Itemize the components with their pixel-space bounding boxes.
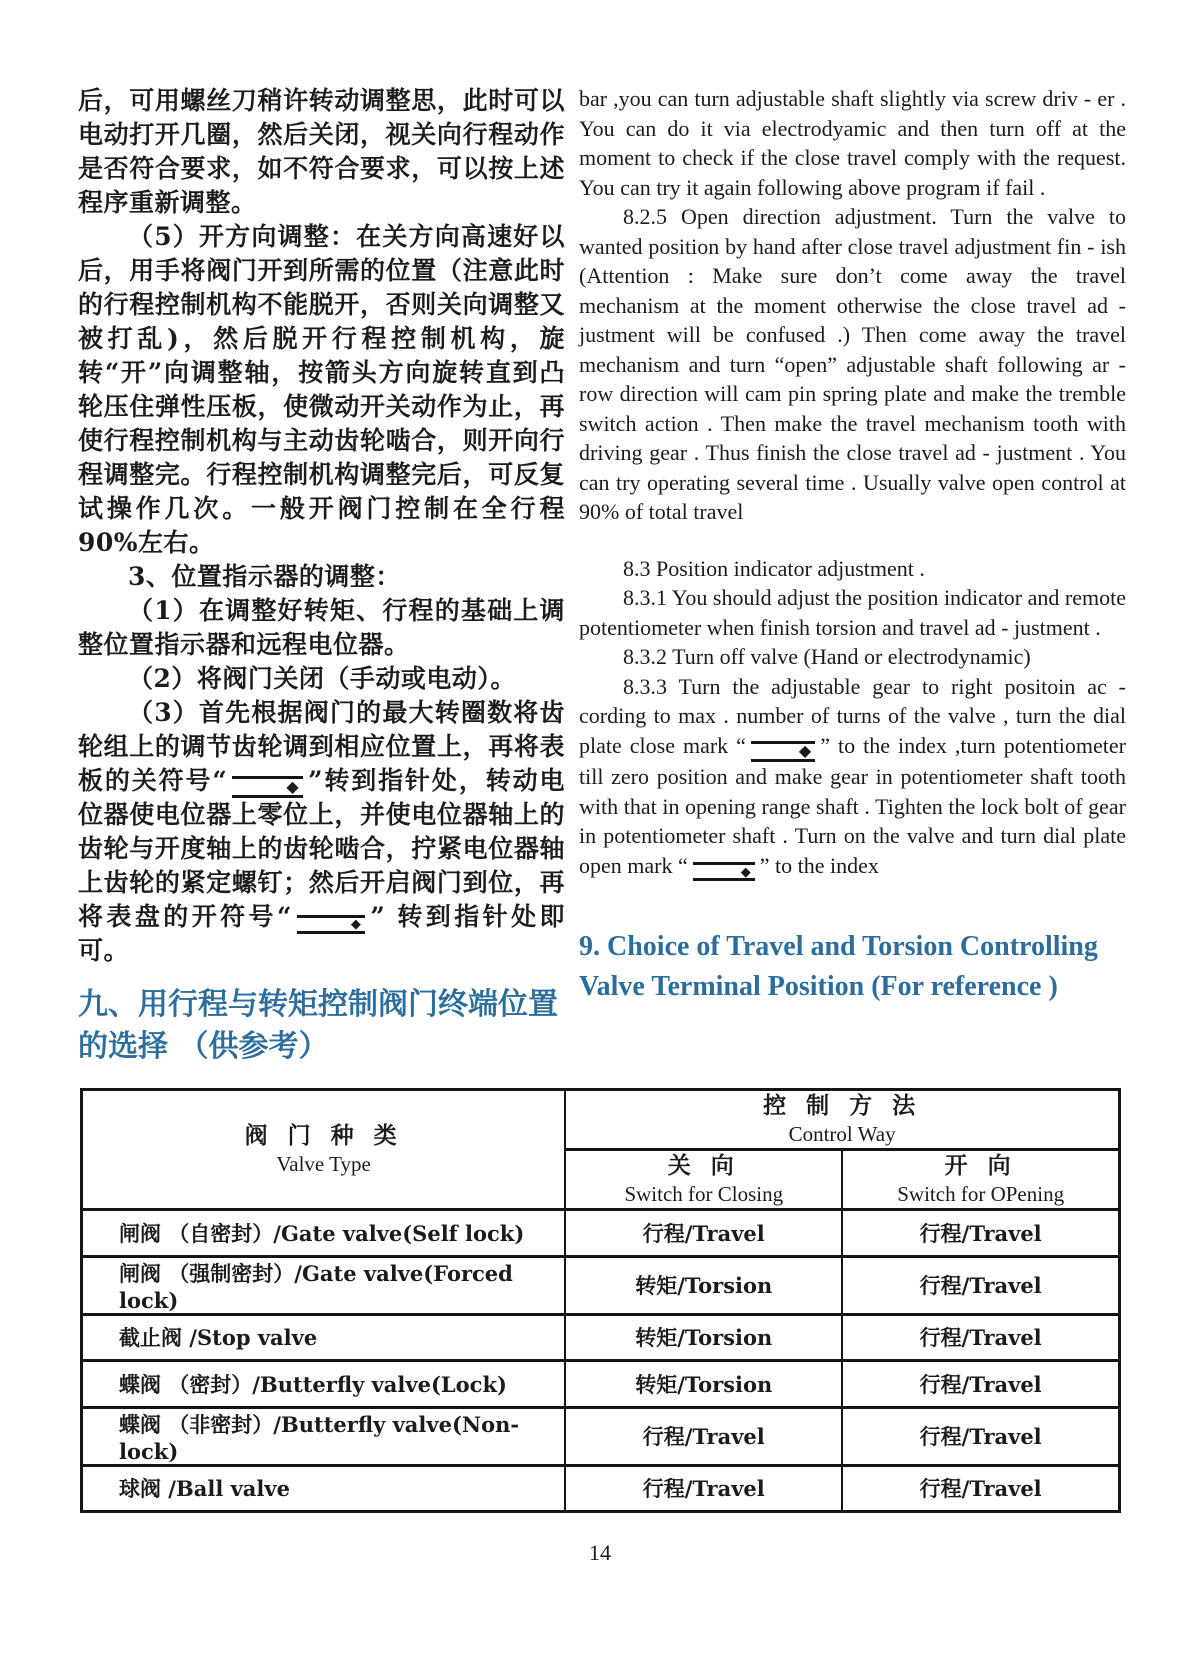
paragraph-continuation-en: bar ,you can turn adjustable shaft slightly via screw driv - er . You can do it via electrodyamic and then turn off at the moment to check if the close travel comply with the request. You can try it again following above program if fail . xyxy=(579,86,1126,200)
closing-cell: 转矩/Torsion xyxy=(565,1256,842,1314)
open-mark-icon: ◆ xyxy=(693,862,755,881)
table-row xyxy=(82,1256,1120,1314)
control-way-header-zh: 控 制 方 法 xyxy=(763,1092,922,1120)
valve-type-cell: 截止阀 /Stop valve xyxy=(82,1314,566,1361)
valve-type-header-zh: 阀 门 种 类 xyxy=(244,1122,403,1150)
opening-cell: 行程/Travel xyxy=(842,1314,1119,1361)
opening-cell: 行程/Travel xyxy=(842,1361,1119,1408)
item-3-3-text-3: ” 转到指针处即可。 xyxy=(78,902,565,966)
opening-header-cell xyxy=(842,1150,1119,1210)
closing-cell: 转矩/Torsion xyxy=(565,1314,842,1361)
closing-cell: 转矩/Torsion xyxy=(565,1361,842,1408)
close-mark-icon: ◆ xyxy=(751,741,815,763)
opening-cell: 行程/Travel xyxy=(842,1210,1119,1257)
paragraph-continuation-zh: 后，可用螺丝刀稍许转动调整思，此时可以电动打开几圈，然后关闭，视关向行程动作是否符合要求，如不符合要求，可以按上述程序重新调整。 xyxy=(78,86,565,217)
item-3-3-text-1: （3）首先根据阀门的最大转圈数将齿轮组上的调节齿轮调到相应位置上，再将表板的关符号“ xyxy=(78,698,565,795)
english-column xyxy=(579,84,1126,1007)
valve-type-cell: 蝶阀 （密封）/Butterfly valve(Lock) xyxy=(82,1361,566,1408)
valve-type-cell: 闸阀 （强制密封）/Gate valve(Forced lock) xyxy=(82,1256,566,1314)
opening-header-en: Switch for OPening xyxy=(897,1182,1065,1207)
closing-header-en: Switch for Closing xyxy=(624,1182,784,1207)
closing-cell: 行程/Travel xyxy=(565,1465,842,1512)
paragraph-5-open-direction-zh: （5）开方向调整：在关方向高速好以后，用手将阀门开到所需的位置（注意此时的行程控制机构不能脱开，否则关向调整又被打乱)，然后脱开行程控制机构，旋转“开”向调整轴，按箭头方向旋转直到凸轮压住弹性压板，使微动开关动作为止，再使行程控制机构与主动齿轮啮合，则开向行程调整完。行程控制机构调整完后，可反复试操作几次。一般开阀门控制在全行程90%左右。 xyxy=(78,222,565,557)
table-row xyxy=(82,1361,1120,1408)
opening-cell: 行程/Travel xyxy=(842,1256,1119,1314)
control-way-header-cell xyxy=(565,1090,1119,1150)
close-mark-icon: ◆ xyxy=(232,776,303,798)
closing-header-cell xyxy=(565,1150,842,1210)
paragraph-831-en: 8.3.1 You should adjust the position indicator and remote potentiometer when finish torsion and travel ad - justment . xyxy=(579,585,1126,640)
two-column-body xyxy=(78,84,1126,1068)
item-3-2-zh: （2）将阀门关闭（手动或电动）。 xyxy=(128,664,516,693)
paragraph-833-text-1: 8.3.3 Turn the adjustable gear to right positoin ac - cording to max . number of turns of the valve , turn the dial plate close mark “ xyxy=(579,673,1126,758)
paragraph-825-en: 8.2.5 Open direction adjustment. Turn the valve to wanted position by hand after close travel adjustment fin - ish (Attention : Make sure don’t come away the travel mechanism at the moment otherwise the close travel ad - justment will be confused .) Then come away the travel mechanism and turn “open” adjustable shaft following ar - row direction will cam pin spring plate and make the tremble switch action . Then make the travel mechanism tooth with driving gear . Thus finish the close travel ad - justment . You can try operating several time . Usually valve open control at 90% of total travel xyxy=(579,204,1126,524)
paragraph-833-text-2: ” to the index ,turn potentiometer till zero position and make gear in potentiometer shaft tooth with that in opening range shaft . Tighten the lock bolt of gear in potentiometer shaft . Turn on the valve and turn dial plate open mark “ xyxy=(579,732,1126,878)
valve-type-cell: 球阀 /Ball valve xyxy=(82,1465,566,1512)
table-header-row-1 xyxy=(82,1090,1120,1150)
valve-control-table xyxy=(80,1088,1121,1513)
paragraph-833-text-3: ” to the index xyxy=(759,852,879,878)
item-3-3-text-2: ”转到指针处，转动电位器使电位器上零位上，并使电位器轴上的齿轮与开度轴上的齿轮啮合，拧紧电位器轴上齿轮的紧定螺钉；然后开启阀门到位，再将表盘的开符号“ xyxy=(78,766,565,931)
item-3-1-zh: （1）在调整好转矩、行程的基础上调整位置指示器和远程电位器。 xyxy=(78,596,565,659)
closing-header-zh: 关 向 xyxy=(667,1152,740,1180)
closing-cell: 行程/Travel xyxy=(565,1210,842,1257)
section-9-heading-zh: 九、用行程与转矩控制阀门终端位置的选择 （供参考） xyxy=(78,987,558,1065)
table-row xyxy=(82,1465,1120,1512)
opening-cell: 行程/Travel xyxy=(842,1465,1119,1512)
valve-type-cell: 蝶阀 （非密封）/Butterfly valve(Non-lock) xyxy=(82,1407,566,1465)
valve-type-header-en: Valve Type xyxy=(276,1152,371,1177)
open-mark-icon: ◆ xyxy=(297,915,366,934)
opening-cell: 行程/Travel xyxy=(842,1407,1119,1465)
item-3-3-zh xyxy=(78,696,565,968)
paragraph-832-en: 8.3.2 Turn off valve (Hand or electrodynamic) xyxy=(623,644,1031,669)
section-9-heading-en: 9. Choice of Travel and Torsion Controlling Valve Terminal Position (For reference ) xyxy=(579,930,1098,1002)
table-row xyxy=(82,1407,1120,1465)
closing-cell: 行程/Travel xyxy=(565,1407,842,1465)
paragraph-83-en: 8.3 Position indicator adjustment . xyxy=(623,555,925,581)
table-row xyxy=(82,1210,1120,1257)
table-row xyxy=(82,1314,1120,1361)
valve-type-cell: 闸阀 （自密封）/Gate valve(Self lock) xyxy=(82,1210,566,1257)
paragraph-833-en xyxy=(579,672,1126,881)
valve-type-header-cell xyxy=(82,1090,566,1210)
chinese-column xyxy=(78,84,565,1068)
page-number: 14 xyxy=(589,1540,611,1565)
opening-header-zh: 开 向 xyxy=(944,1152,1017,1180)
control-way-header-en: Control Way xyxy=(788,1122,896,1147)
item-3-title-zh: 3、位置指示器的调整： xyxy=(128,562,401,591)
